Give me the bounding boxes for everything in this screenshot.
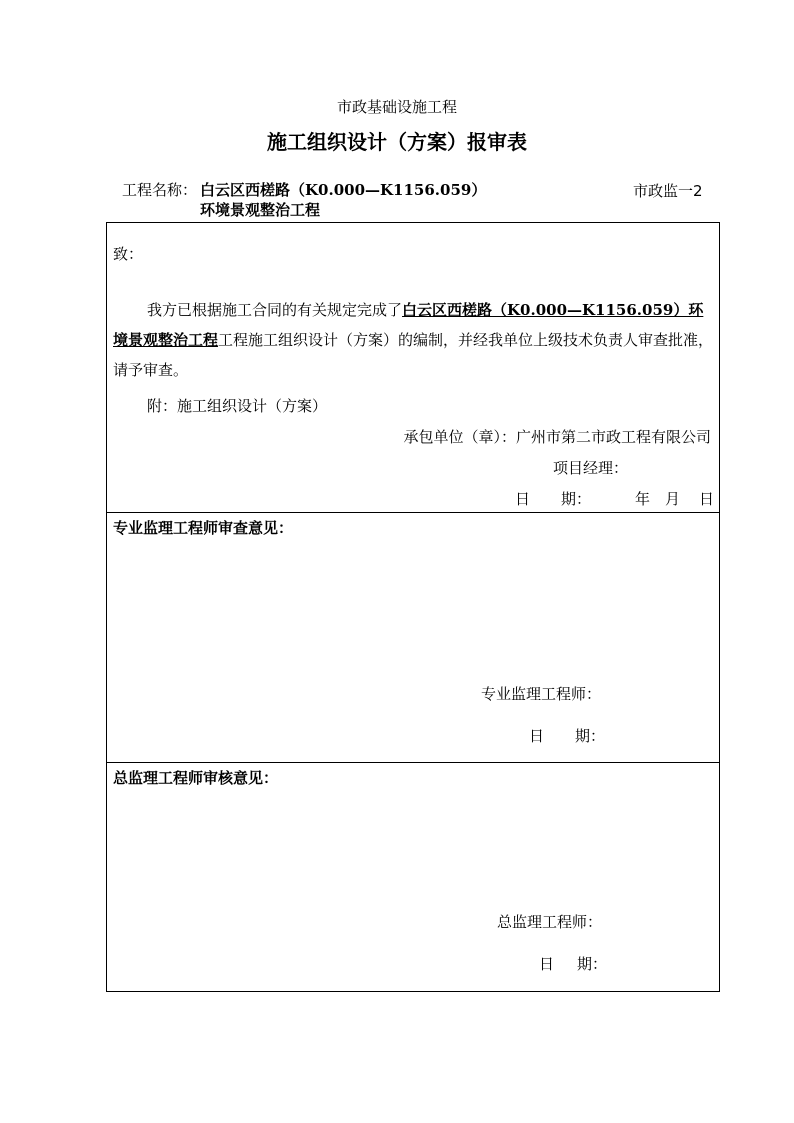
specialist-review-section (107, 513, 719, 763)
date-year: 年 (635, 490, 651, 508)
approval-form-table (106, 222, 720, 992)
specialist-review-heading: 专业监理工程师审查意见： (113, 519, 294, 537)
date-char-ri: 日 (515, 490, 531, 508)
body-project-name: 白云区西槎路（K0.000—K1156.059）环境景观整治工程 (113, 301, 704, 349)
submission-body (113, 295, 715, 385)
project-name-line2: 环境景观整治工程 (200, 201, 321, 219)
chief-signer-label: 总监理工程师： (497, 913, 603, 931)
document-subtitle: 市政基础设施工程 (336, 98, 457, 116)
chief-review-heading: 总监理工程师审核意见： (113, 769, 279, 787)
project-name (200, 180, 520, 220)
date-label: 期： (577, 955, 608, 973)
body-prefix: 我方已根据施工合同的有关规定完成了 (147, 301, 403, 319)
date-char-ri: 日 (539, 955, 555, 973)
chief-review-section (107, 763, 719, 991)
addressee-label: 致： (113, 245, 144, 263)
document-title: 施工组织设计（方案）报审表 (267, 130, 527, 154)
date-month: 月 (665, 490, 681, 508)
date-char-ri: 日 (529, 727, 545, 745)
date-label: 期： (561, 490, 592, 508)
date-label: 期： (575, 727, 606, 745)
project-label: 工程名称： (122, 181, 198, 199)
specialist-signer-label: 专业监理工程师： (481, 685, 602, 703)
date-day: 日 (699, 490, 715, 508)
project-name-line1: 白云区西槎路（K0.000—K1156.059） (200, 181, 487, 199)
form-code: 市政监一2 (633, 182, 703, 200)
contractor-line: 承包单位（章）：广州市第二市政工程有限公司 (403, 428, 711, 446)
submission-section (107, 223, 719, 513)
attachment-line: 附：施工组织设计（方案） (147, 397, 328, 415)
body-suffix: 工程施工组织设计（方案）的编制，并经我单位上级技术负责人审查批准，请予审查。 (113, 331, 714, 379)
project-manager-line: 项目经理： (553, 459, 629, 477)
